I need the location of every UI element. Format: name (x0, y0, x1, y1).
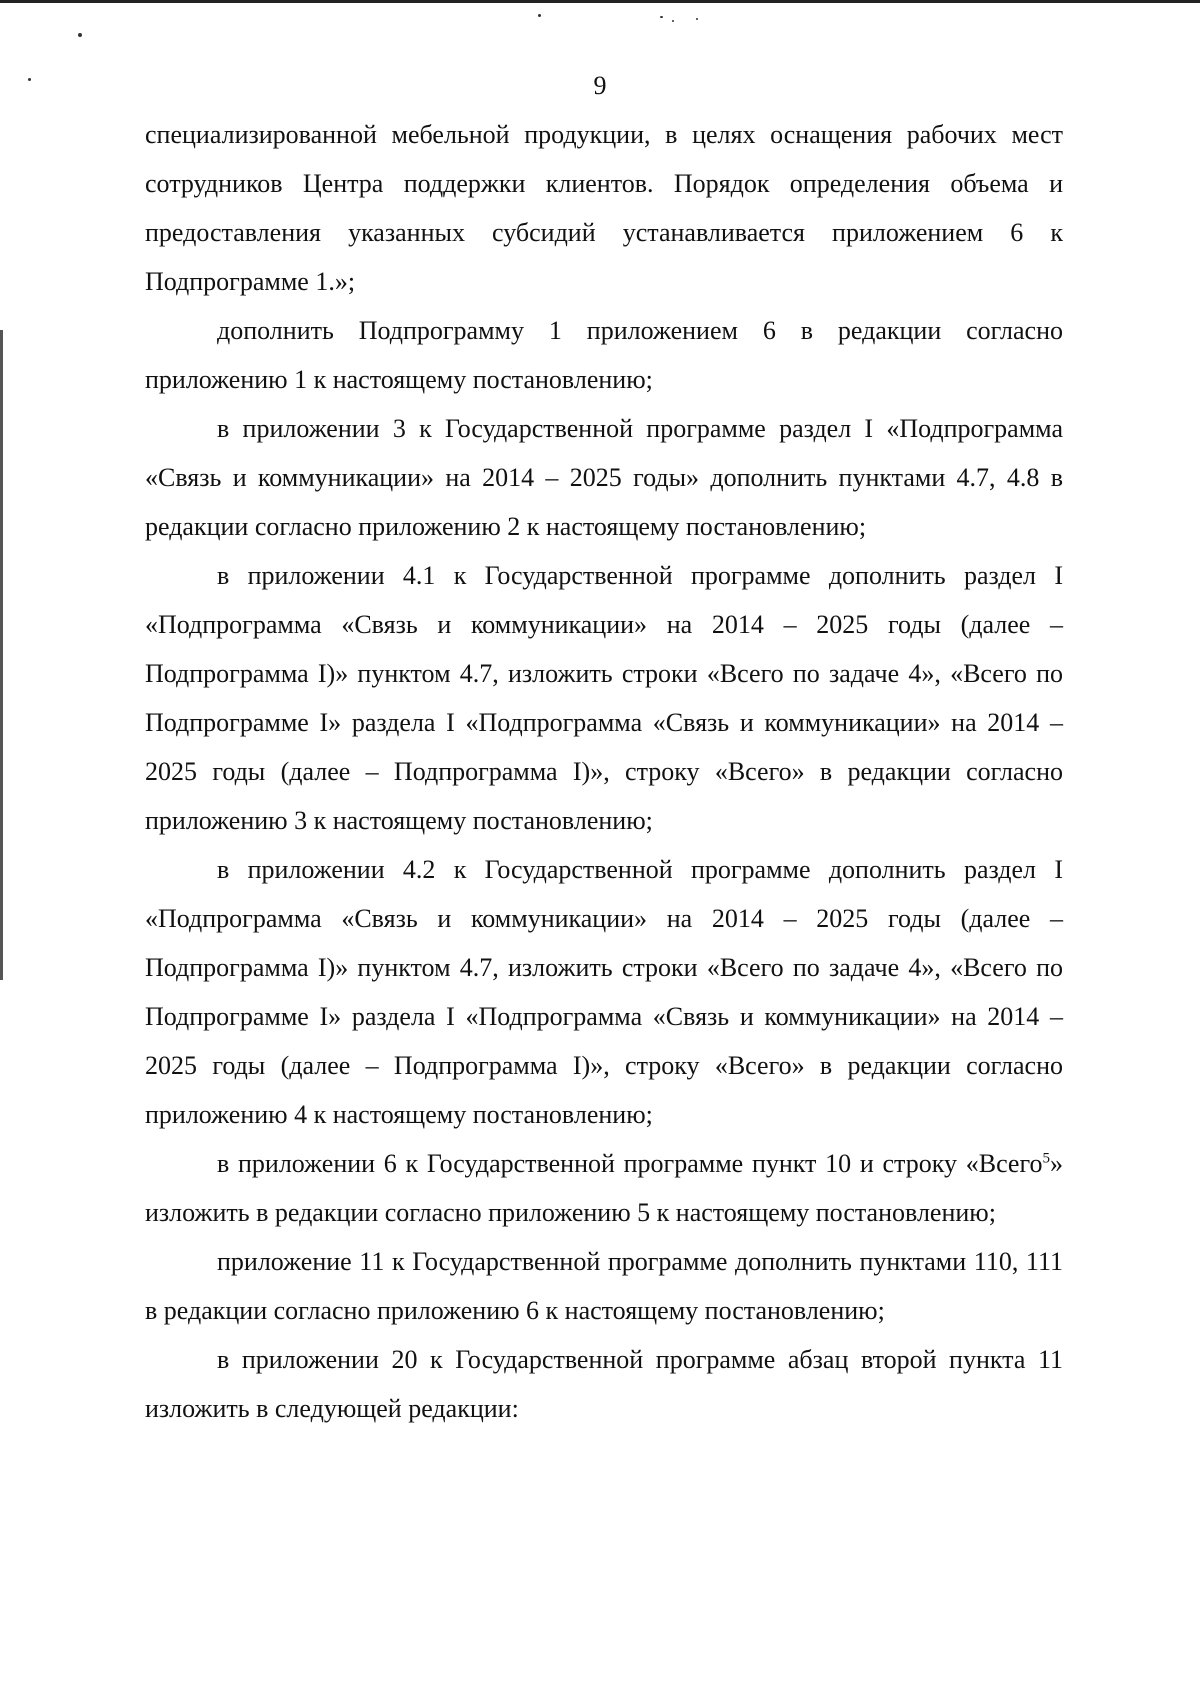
paragraph-text: » изложить в редакции согласно приложению 5 к настоящему постановлению; (145, 1149, 1063, 1227)
paragraph-text: в приложении 6 к Государственной программе пункт 10 и строку «Всего (217, 1149, 1043, 1178)
paragraph: в приложении 4.2 к Государственной программе дополнить раздел I «Подпрограмма «Связь и коммуникации» на 2014 – 2025 годы (далее – Подпрограмма I)» пунктом 4.7, изложить строки «Всего по задаче 4», «Всего по Подпрограмме I» раздела I «Подпрограмма «Связь и коммуникации» на 2014 – 2025 годы (далее – Подпрограмма I)», строку «Всего» в редакции согласно приложению 4 к настоящему постановлению; (145, 855, 1063, 1129)
paragraph: приложение 11 к Государственной программе дополнить пунктами 110, 111 в редакции согласно приложению 6 к настоящему постановлению; (145, 1247, 1063, 1325)
paragraph: специализированной мебельной продукции, в целях оснащения рабочих мест сотрудников Центра поддержки клиентов. Порядок определения объема и предоставления указанных субсидий устанавливается приложением 6 к Подпрограмме 1.»; (145, 120, 1063, 296)
scan-speck (696, 18, 698, 20)
scan-top-edge (0, 0, 1200, 3)
paragraph: в приложении 3 к Государственной программе раздел I «Подпрограмма «Связь и коммуникации» на 2014 – 2025 годы» дополнить пунктами 4.7, 4.8 в редакции согласно приложению 2 к настоящему постановлению; (145, 414, 1063, 541)
scan-speck (538, 14, 541, 17)
footnote-marker: 5 (1042, 1150, 1050, 1167)
paragraph (145, 1139, 1063, 1237)
scan-speck (78, 33, 82, 37)
scan-speck (660, 16, 663, 18)
paragraph: дополнить Подпрограмму 1 приложением 6 в редакции согласно приложению 1 к настоящему постановлению; (145, 316, 1063, 394)
scan-speck (672, 20, 674, 22)
paragraph: в приложении 4.1 к Государственной программе дополнить раздел I «Подпрограмма «Связь и коммуникации» на 2014 – 2025 годы (далее – Подпрограмма I)» пунктом 4.7, изложить строки «Всего по задаче 4», «Всего по Подпрограмме I» раздела I «Подпрограмма «Связь и коммуникации» на 2014 – 2025 годы (далее – Подпрограмма I)», строку «Всего» в редакции согласно приложению 3 к настоящему постановлению; (145, 561, 1063, 835)
scan-left-edge (0, 330, 3, 980)
paragraph: в приложении 20 к Государственной программе абзац второй пункта 11 изложить в следующей редакции: (145, 1345, 1063, 1423)
document-body (145, 110, 1063, 1433)
page-number: 9 (593, 71, 607, 100)
